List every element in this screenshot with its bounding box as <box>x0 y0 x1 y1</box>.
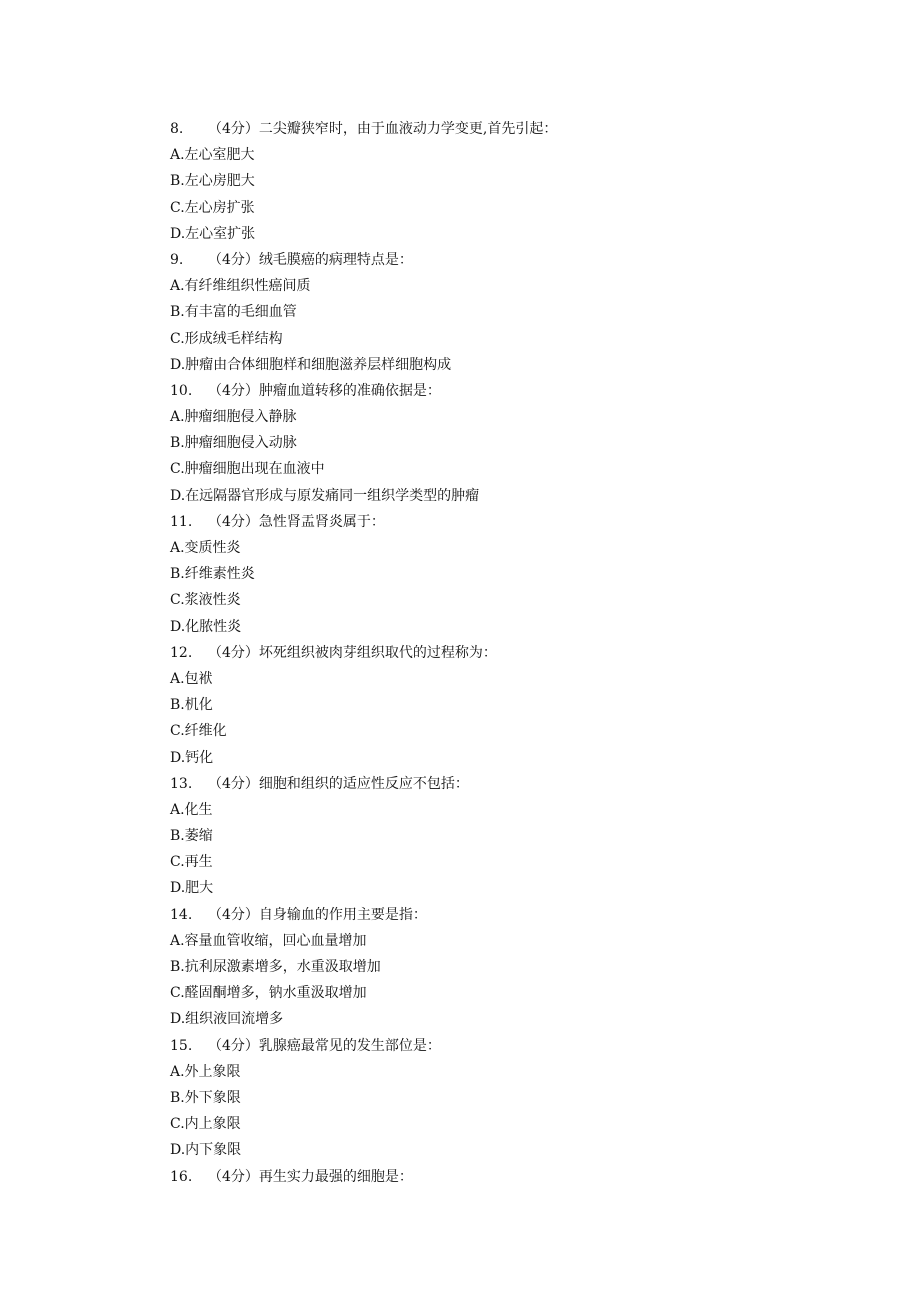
question-text: （4分）自身输血的作用主要是指： <box>208 906 427 923</box>
question-stem <box>170 771 850 797</box>
answer-option: A.化生 <box>170 801 213 818</box>
question-text: （4分）坏死组织被肉芽组织取代的过程称为： <box>208 644 497 661</box>
question-number: 11. <box>170 513 193 530</box>
question-stem <box>170 247 850 273</box>
answer-option: D.组织液回流增多 <box>170 1011 284 1028</box>
answer-option: A.肿瘤细胞侵入静脉 <box>170 409 297 426</box>
answer-option: B.外下象限 <box>170 1089 241 1106</box>
answer-option: B.纤维素性炎 <box>170 566 255 583</box>
answer-option: B.左心房肥大 <box>170 173 255 190</box>
answer-option: C.纤维化 <box>170 723 227 740</box>
question-text: （4分）肿瘤血道转移的准确依据是： <box>208 382 441 399</box>
question-stem <box>170 902 850 928</box>
question-stem <box>170 640 850 666</box>
answer-option: D.在远隔器官形成与原发痛同一组织学类型的肿瘤 <box>170 487 480 504</box>
document-page <box>170 116 850 1190</box>
question-stem <box>170 509 850 535</box>
answer-option: C.再生 <box>170 854 213 871</box>
question-stem <box>170 116 850 142</box>
answer-option: B.抗利尿激素增多，水重汲取增加 <box>170 959 381 975</box>
answer-option: C.浆液性炎 <box>170 592 241 609</box>
answer-option: D.化脓性炎 <box>170 618 242 635</box>
question-text: （4分）细胞和组织的适应性反应不包括： <box>208 775 469 792</box>
question-text: （4分）再生实力最强的细胞是： <box>208 1168 413 1185</box>
question-number: 15. <box>170 1037 193 1054</box>
answer-option: A.外上象限 <box>170 1063 241 1080</box>
question-stem <box>170 1164 850 1190</box>
question-number: 13. <box>170 775 193 792</box>
answer-option: C.左心房扩张 <box>170 199 255 216</box>
question-number: 14. <box>170 906 193 923</box>
answer-option: A.有纤维组织性癌间质 <box>170 278 311 295</box>
question-number: 8. <box>170 121 184 137</box>
answer-option: D.肥大 <box>170 880 214 897</box>
question-text: （4分）急性肾盂肾炎属于： <box>208 513 385 530</box>
question-number: 10. <box>170 382 193 399</box>
answer-option: C.内上象限 <box>170 1116 241 1133</box>
question-stem <box>170 378 850 404</box>
answer-option: D.内下象限 <box>170 1142 242 1159</box>
answer-option: B.萎缩 <box>170 828 213 845</box>
answer-option: B.有丰富的毛细血管 <box>170 304 297 321</box>
question-text: （4分）绒毛膜癌的病理特点是： <box>208 251 413 268</box>
question-number: 9. <box>170 251 184 268</box>
question-number: 12. <box>170 644 193 661</box>
question-number: 16. <box>170 1168 193 1185</box>
answer-option: D.左心室扩张 <box>170 225 256 242</box>
question-text: （4分）二尖瓣狭窄时，由于血液动力学变更,首先引起： <box>208 121 558 137</box>
answer-option: A.容量血管收缩，回心血量增加 <box>170 932 367 949</box>
answer-option: A.包袱 <box>170 670 213 687</box>
answer-option: C.肿瘤细胞出现在血液中 <box>170 461 325 478</box>
answer-option: B.肿瘤细胞侵入动脉 <box>170 435 297 452</box>
question-text: （4分）乳腺癌最常见的发生部位是： <box>208 1037 441 1054</box>
answer-option: C.形成绒毛样结构 <box>170 330 283 347</box>
answer-option: A.左心室肥大 <box>170 147 255 164</box>
answer-option: C.醛固酮增多，钠水重汲取增加 <box>170 985 367 1002</box>
answer-option: A.变质性炎 <box>170 540 241 556</box>
answer-option: D.肿瘤由合体细胞样和细胞滋养层样细胞构成 <box>170 356 452 373</box>
question-stem <box>170 1033 850 1059</box>
answer-option: D.钙化 <box>170 749 214 766</box>
answer-option: B.机化 <box>170 697 213 714</box>
